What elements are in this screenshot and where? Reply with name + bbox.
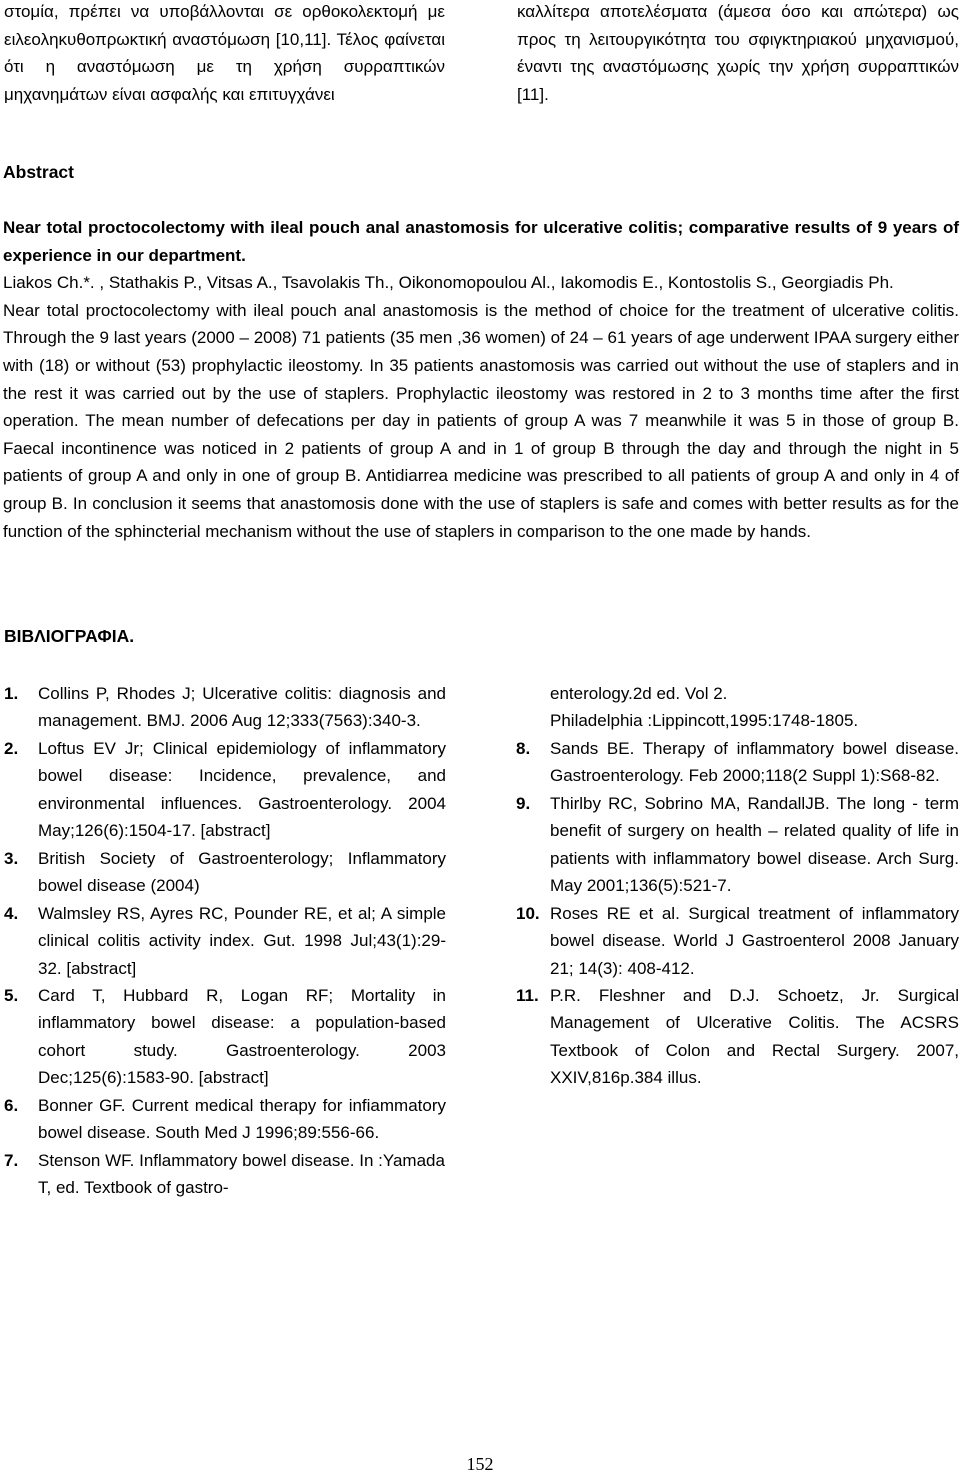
reference-number: 1. <box>4 684 19 703</box>
reference-number: 10. <box>516 903 540 923</box>
abstract-body-text: Near total proctocolectomy with ileal pouch anal anastomosis is the method of choice for the treatment of ulcerative colitis. Through the 9 last years (2000 – 2008) 71 patients (35 men ,36 women) of 24 – 61 years of age underwent IPAA surgery either with (18) or without (53) prophylactic ileostomy. In 35 patients anastomosis was carried out without the use of staplers and in the rest it was carried out by the use of staplers. Prophylactic ileostomy was restored in 2 to 3 months time after the first operation. The mean number of defecations per day in patients of group A was 7 meanwhile it was 5 in those of group B. Faecal incontinence was noticed in 2 patients of group A and in 1 of group B through the day and through the night in 5 patients of group A and only in one of group B. Antidiarrea medicine was prescribed to all patients of group A and only in 4 of group B. In conclusion it seems that anastomosis done with the use of staplers is safe and comes with better results as for the function of the sphincterial mechanism without the use of staplers in comparison to the one made by hands. <box>3 300 959 541</box>
abstract-title: Near total proctocolectomy with ileal pouch anal anastomosis for ulcerative colitis; comparative results of 9 years of experience in our department. <box>3 218 959 265</box>
reference-item <box>516 982 959 1092</box>
greek-text-left-column: στομία, πρέπει να υποβάλλονται σε ορθοκολεκτομή με ειλεοληκυθοπρωκτική αναστόμωση [10,11]. Τέλος φαίνεται ότι η αναστόμωση με τη χρήση συρραπτικών μηχανημάτων είναι ασφαλής και επιτυγχάνει <box>4 2 445 104</box>
references-right-column <box>516 680 959 1092</box>
reference-item <box>4 982 446 1092</box>
abstract-section <box>3 214 959 545</box>
reference-continuation: enterology.2d ed. Vol 2. <box>550 684 728 703</box>
reference-item <box>4 735 446 845</box>
reference-text: Card T, Hubbard R, Logan RF; Mortality in inflammatory bowel disease: a population-based cohort study. Gastroenterology. 2003 Dec;125(6):1583-90. [abstract] <box>38 985 446 1088</box>
reference-item <box>516 735 959 790</box>
reference-text: P.R. Fleshner and D.J. Schoetz, Jr. Surgical Management of Ulcerative Colitis. The ACSRS Textbook of Colon and Rectal Surgery. 2007, XXIV,816p.384 illus. <box>550 985 959 1088</box>
abstract-authors: Liakos Ch.*. , Stathakis P., Vitsas A., Tsavolakis Th., Oikonomopoulou Al., Iakomodis E., Kontostolis S., Georgiadis Ph. <box>3 273 894 293</box>
reference-item <box>4 845 446 900</box>
reference-item <box>4 1147 446 1202</box>
reference-text: Loftus EV Jr; Clinical epidemiology of inflammatory bowel disease: Incidence, prevalence, and environmental influences. Gastroenterology. 2004 May;126(6):1504-17. [abstract] <box>38 738 446 841</box>
reference-number: 3. <box>4 848 19 868</box>
reference-item <box>4 680 446 735</box>
reference-number: 9. <box>516 793 531 813</box>
page-number: 152 <box>466 1454 494 1474</box>
reference-number: 11. <box>516 985 539 1005</box>
reference-item <box>516 790 959 900</box>
reference-text: Stenson WF. Inflammatory bowel disease. In :Yamada T, ed. Textbook of gastro- <box>38 1150 445 1198</box>
reference-text: Sands BE. Therapy of inflammatory bowel disease. Gastroenterology. Feb 2000;118(2 Suppl 1):S68-82. <box>550 738 959 786</box>
reference-text: Collins P, Rhodes J; Ulcerative colitis: diagnosis and management. BMJ. 2006 Aug 12;333(7563):340-3. <box>38 684 446 731</box>
greek-text-right-column: καλλίτερα αποτελέσματα (άμεσα όσο και απώτερα) ως προς τη λειτουργικότητα του σφιγκτηριακού μηχανισμού, έναντι της αναστόμωσης χωρίς την χρήση συρραπτικών [11]. <box>517 2 959 104</box>
reference-text: Thirlby RC, Sobrino MA, RandallJB. The long - term benefit of surgery on health – related quality of life in patients with inflammatory bowel disease. Arch Surg. May 2001;136(5):521-7. <box>550 793 959 896</box>
reference-item <box>4 900 446 982</box>
reference-number: 4. <box>4 903 19 923</box>
reference-text: British Society of Gastroenterology; Inflammatory bowel disease (2004) <box>38 848 446 896</box>
reference-item <box>4 1092 446 1147</box>
reference-item <box>516 900 959 982</box>
reference-text: Bonner GF. Current medical therapy for infiammatory bowel disease. South Med J 1996;89:556-66. <box>38 1095 446 1143</box>
reference-text: Walmsley RS, Ayres RC, Pounder RE, et al; A simple clinical colitis activity index. Gut. 1998 Jul;43(1):29-32. [abstract] <box>38 903 446 978</box>
bibliography-heading: ΒΙΒΛΙΟΓΡΑΦΙΑ. <box>4 626 135 646</box>
reference-continuation: Philadelphia :Lippincott,1995:1748-1805. <box>550 711 859 731</box>
references-left-column <box>4 680 446 1202</box>
reference-number: 2. <box>4 738 19 758</box>
reference-number: 7. <box>4 1150 19 1170</box>
reference-number: 8. <box>516 738 531 758</box>
reference-number: 5. <box>4 985 19 1005</box>
reference-number: 6. <box>4 1095 19 1115</box>
reference-text: Roses RE et al. Surgical treatment of inflammatory bowel disease. World J Gastroenterol 2008 January 21; 14(3): 408-412. <box>550 903 959 978</box>
abstract-heading: Abstract <box>3 162 74 182</box>
